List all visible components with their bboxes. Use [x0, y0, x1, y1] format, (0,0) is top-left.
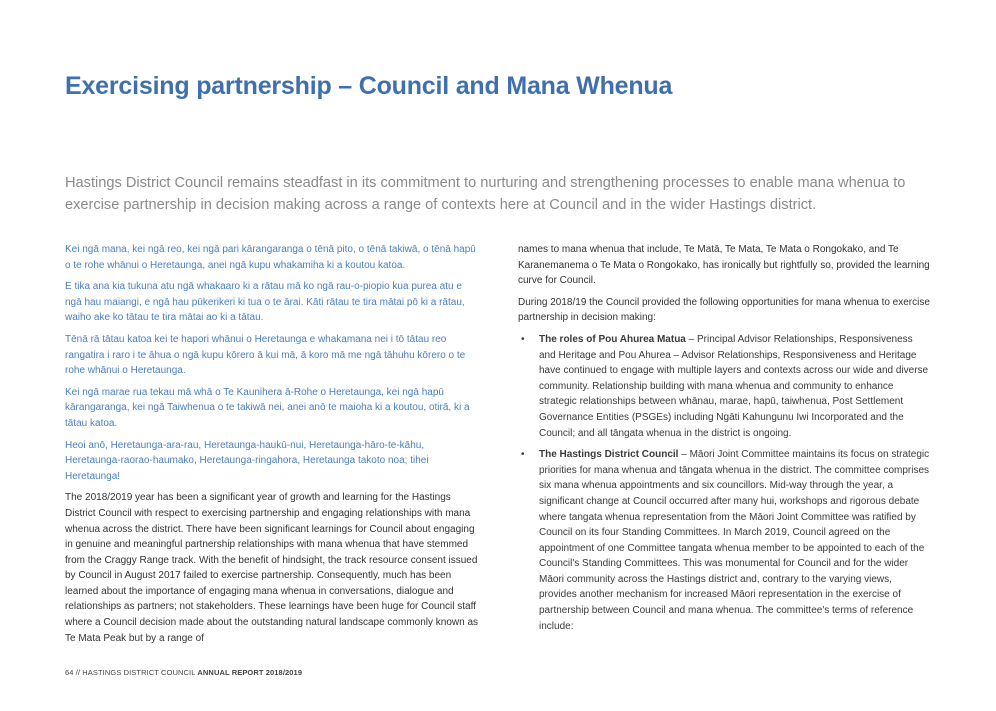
footer-report-title: ANNUAL REPORT 2018/2019 [197, 668, 303, 677]
lead-in-paragraph: During 2018/19 the Council provided the following opportunities for mana whenua to exercise partnership in decision making: [518, 296, 930, 324]
list-item [518, 332, 930, 441]
left-column [65, 242, 480, 652]
body-paragraph: The 2018/2019 year has been a significant year of growth and learning for the Hastings District Council with respect to exercising partnership and engaging relationships with mana whenua across the district. There have been significant learnings for Council about engaging in genuine and meaningful partnership relationships with mana whenua that have stemmed from the Craggy Range track. With the benefit of hindsight, the track resource consent issued by Council in August 2017 failed to exercise partnership. Consequently, much has been learned about the importance of engaging mana whenua in conversations, dialogue and relationships as partners; not stakeholders. These learnings have been huge for Council staff where a Council decision made about the outstanding natural landscape commonly known as Te Mata Peak but by a range of [65, 492, 479, 644]
maori-paragraph: Heoi anō, Heretaunga-ara-rau, Heretaunga-haukū-nui, Heretaunga-hāro-te-kāhu, Heretaunga-raorao-haumako, Heretaunga-ringahora, Heretaunga takoto noa; tihei Heretaunga! [65, 439, 429, 482]
maori-paragraph: Tēnā rā tātau katoa kei te hapori whānui o Heretaunga e whakamana nei i tō tātau reo rangatira i raro i te āhua o ngā kupu kōrero ā kui mā, ā koro mā me ngā tāhuhu kōrero o te rohe whānui o Heretaunga. [65, 333, 466, 377]
list-item [518, 447, 930, 634]
maori-paragraph: E tika ana kia tukuna atu ngā whakaaro ki a rātau mā ko ngā rau-o-piopio kua purea atu e ngā hau maiangi, e ngā hau pūkerikeri ki tua o te ārai. Kāti rātau te tira mātai pō ki a rātau, waiho ake ko tātau te tira mātai ao ki a tātau. [65, 281, 465, 324]
intro-statement: Hastings District Council remains steadfast in its commitment to nurturing and strengthening processes to enable mana whenua to exercise partnership in decision making across a range of contexts here at Council and in the wider Hastings district. [65, 175, 906, 213]
list-item-text: – Māori Joint Committee maintains its focus on strategic priorities for mana whenua and tāngata whenua in the district. The committee comprises six mana whenua appointments and six councillors. Mid-way through the year, a significant change at Council occurred after many hui, workshops and rigorous debate where tangata whenua representation from the Māori Joint Committee was ratified by Council on its four Standing Committees. In March 2019, Council agreed on the appointment of one Committee tangata whenua member to be appointed to each of the Council's Standing Committees. This was monumental for Council and for the wider Māori community across the Hastings district and, contrary to the varying views, provides another mechanism for increased Māori representation in the exercise of partnership between Council and mana whenua. The committee's terms of reference include: [539, 449, 930, 632]
page-footer [65, 668, 302, 677]
bullet-icon: • [521, 449, 525, 461]
maori-paragraph: Kei ngā mana, kei ngā reo, kei ngā pari kārangaranga o tēnā pito, o tēnā takiwā, o tēnā hapū o te rohe whānui o Heretaunga, anei ngā kupu whakamiha ki a koutou katoa. [65, 244, 476, 271]
footer-page-ref: 64 // HASTINGS DISTRICT COUNCIL [65, 668, 198, 677]
list-item-heading: The Hastings District Council [539, 449, 679, 461]
list-item-heading: The roles of Pou Ahurea Matua [539, 333, 686, 345]
opportunities-list [518, 332, 930, 634]
right-column [518, 242, 930, 640]
bullet-icon: • [521, 333, 525, 345]
page-title: Exercising partnership – Council and Mana Whenua [65, 72, 673, 100]
list-item-text: – Principal Advisor Relationships, Responsiveness and Heritage and Pou Ahurea – Advisor Relationships, Responsiveness and Heritage have continued to engage with multiple layers and contexts across our wide and diverse community. Relationship building with mana whenua and community to enhance strategic relationships between whānau, marae, hapū, taiwhenua, Post Settlement Governance Entities (PSGEs) including Ngāti Kahungunu Iwi Incorporated and the Council; and all tāngata whenua in the district is ongoing. [539, 333, 929, 439]
continuation-paragraph: names to mana whenua that include, Te Matā, Te Mata, Te Mata o Rongokako, and Te Karanemanema o Te Mata o Rongokako, has ironically but rightfully so, provided the learning curve for Council. [518, 244, 930, 287]
maori-paragraph: Kei ngā marae rua tekau mā whā o Te Kaunihera ā-Rohe o Heretaunga, kei ngā hapū kārangaranga, kei ngā Taiwhenua o te takiwā nei, anei anō te maioha ki a koutou, otirā, ki a tātau katoa. [65, 386, 470, 429]
